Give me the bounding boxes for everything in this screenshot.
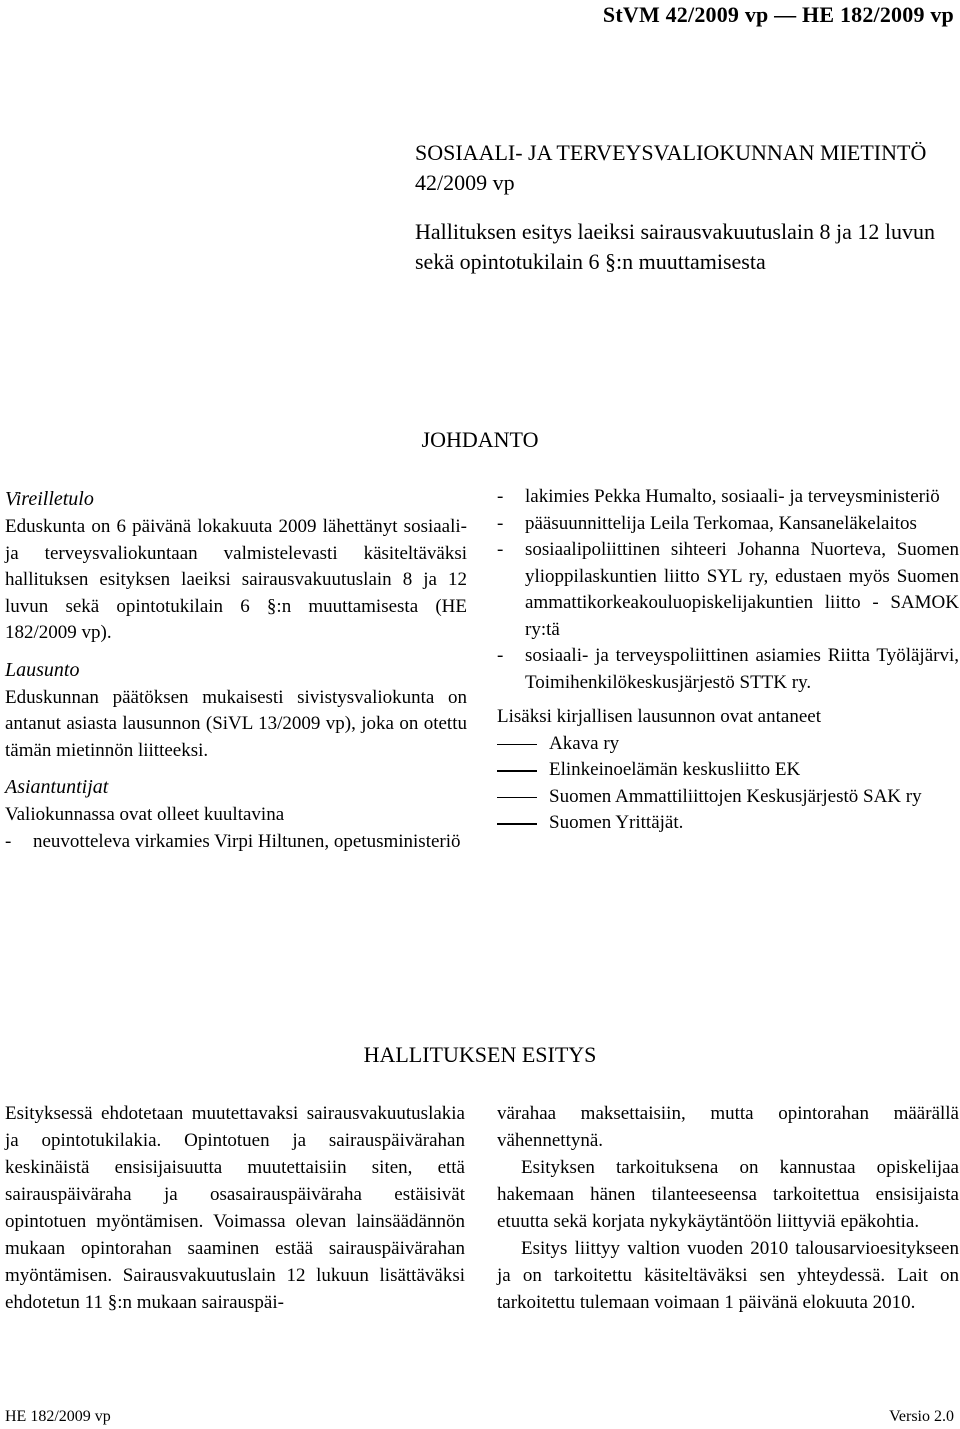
written-statement-entry: Suomen Ammattiliittojen Keskusjärjestö SAK ry [549, 785, 922, 807]
expert-list-item [497, 484, 959, 511]
committee-report-title: SOSIAALI- JA TERVEYSVALIOKUNNAN MIETINTÖ 42/2009 vp [415, 140, 927, 195]
intro-left-column [5, 484, 467, 855]
dash-mark: - [497, 512, 504, 534]
proposal-right-text-1: värahaa maksettaisiin, mutta opintorahan määrällä vähennettynä. [497, 1103, 959, 1151]
expert-list-item [5, 829, 467, 856]
proposal-right-text-2: Esityksen tarkoituksena on kannustaa opiskelijaa hakemaan hänen tilanteeseensa tarkoitettua ensisijaista etuutta sekä korjata nykykäytäntöön liittyviä epäkohtia. [497, 1157, 959, 1232]
vireilletulo-heading: Vireilletulo [5, 488, 94, 510]
em-dash-rule [497, 823, 537, 825]
proposal-subject-title: Hallituksen esitys laeiksi sairausvakuutuslain 8 ja 12 luvun sekä opintotukilain 6 §:n muuttamisesta [415, 219, 935, 274]
expert-entry: neuvotteleva virkamies Virpi Hiltunen, opetusministeriö [33, 830, 461, 852]
written-statement-item [497, 810, 959, 837]
written-statements-intro: Lisäksi kirjallisen lausunnon ovat antaneet [497, 706, 821, 727]
em-dash-rule [497, 770, 537, 772]
vireilletulo-text: Eduskunta on 6 päivänä lokakuuta 2009 lähettänyt sosiaali- ja terveysvaliokuntaan valmistelevasti käsiteltäväksi hallituksen esityksen laeiksi sairausvakuutuslain 8 ja 12 luvun sekä opintotukilain 6 §:n muuttamisesta (HE 182/2009 vp). [5, 516, 467, 643]
footer-version: Versio 2.0 [889, 1408, 954, 1425]
intro-right-column [497, 484, 959, 837]
expert-entry: sosiaali- ja terveyspoliittinen asiamies Riitta Työläjärvi, Toimihenkilökeskusjärjestö STTK ry. [525, 645, 959, 693]
proposal-right-text-3: Esitys liittyy valtion vuoden 2010 talousarvioesitykseen ja on tarkoitettu käsiteltäväksi sen yhteydessä. Lait on tarkoitettu tulemaan voimaan 1 päivänä elokuuta 2010. [497, 1238, 959, 1313]
lausunto-heading: Lausunto [5, 658, 80, 681]
proposal-left-text: Esityksessä ehdotetaan muutettavaksi sairausvakuutuslakia ja opintotukilakia. Opintotuen ja sairauspäivärahan keskinäistä ensisijaisuutta muutettaisiin siten, että sairauspäiväraha ja osasairauspäiväraha estäisivät opintotuen myöntämisen. Voimassa olevan lainsäädännön mukaan opintorahan saaminen estää sairauspäivärahan myöntämisen. Sairausvakuutuslain 12 lukuun lisättäväksi ehdotetun 11 §:n mukaan sairauspäi- [5, 1103, 465, 1313]
footer-document-id: HE 182/2009 vp [5, 1408, 111, 1425]
document-reference-header: StVM 42/2009 vp — HE 182/2009 vp [602, 2, 954, 27]
dash-mark: - [497, 645, 504, 666]
dash-mark: - [497, 539, 504, 560]
asiantuntijat-intro: Valiokunnassa ovat olleet kuultavina [5, 804, 285, 825]
lausunto-text: Eduskunnan päätöksen mukaisesti sivistysvaliokunta on antanut asiasta lausunnon (SiVL 13/2009 vp), joka on otettu tämän mietinnön liitteeksi. [5, 686, 467, 761]
written-statement-item [497, 731, 959, 758]
expert-list-item [497, 643, 959, 696]
em-dash-rule [497, 797, 537, 799]
em-dash-rule [497, 744, 537, 746]
expert-list-item [497, 537, 959, 643]
expert-list-item [497, 511, 959, 538]
dash-mark: - [497, 486, 504, 507]
government-proposal-heading: HALLITUKSEN ESITYS [363, 1042, 597, 1067]
expert-entry: lakimies Pekka Humalto, sosiaali- ja terveysministeriö [525, 486, 940, 507]
written-statement-item [497, 757, 959, 784]
title-block [415, 138, 955, 277]
expert-entry: pääsuunnittelija Leila Terkomaa, Kansaneläkelaitos [525, 512, 917, 534]
written-statement-entry: Akava ry [549, 732, 620, 754]
asiantuntijat-heading: Asiantuntijat [5, 776, 109, 798]
proposal-left-column [5, 1100, 465, 1316]
written-statement-entry: Elinkeinoelämän keskusliitto EK [549, 759, 801, 780]
written-statement-item [497, 784, 959, 811]
proposal-right-column [497, 1100, 959, 1316]
written-statement-entry: Suomen Yrittäjät. [549, 812, 684, 833]
expert-entry: sosiaalipoliittinen sihteeri Johanna Nuorteva, Suomen ylioppilaskuntien liitto SYL ry, edustaen myös Suomen ammattikorkeakouluopiskelijakuntien liitto - SAMOK ry:tä [525, 539, 959, 640]
intro-heading: JOHDANTO [421, 427, 539, 452]
dash-mark: - [5, 830, 12, 852]
